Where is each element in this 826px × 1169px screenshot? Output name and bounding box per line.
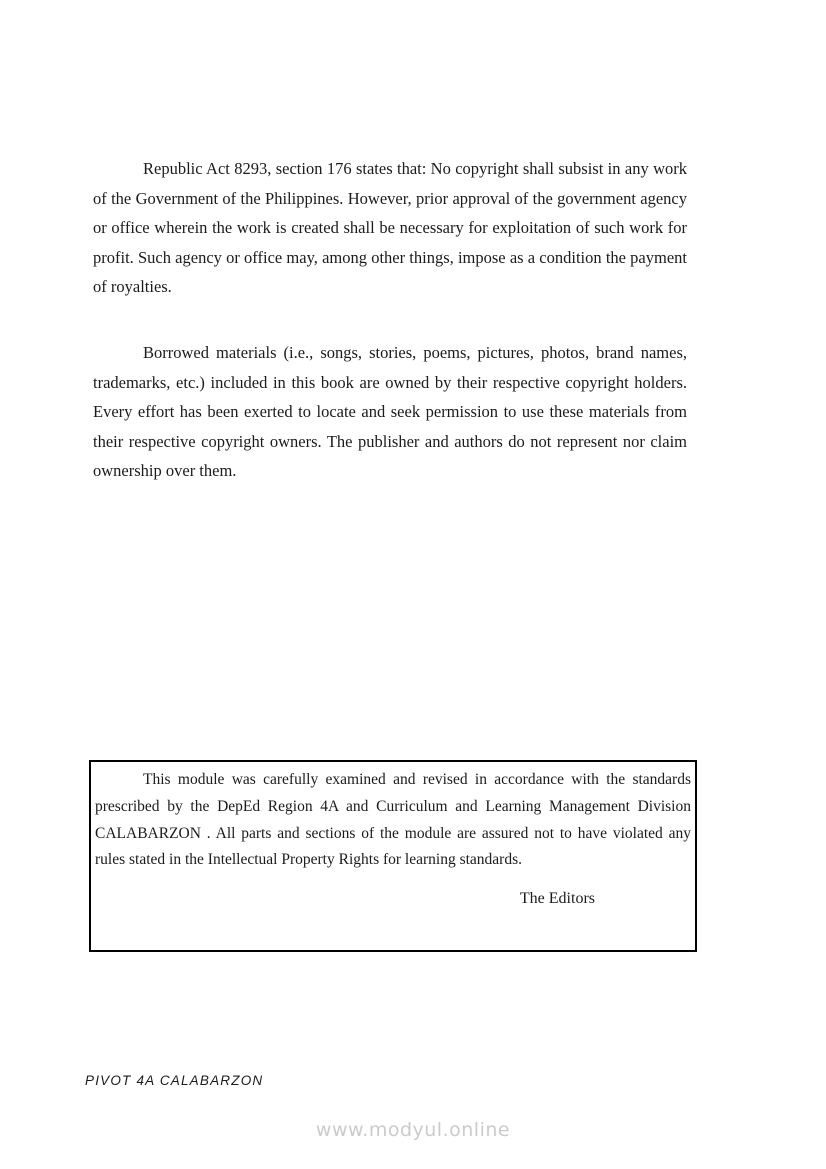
editors-signature: The Editors — [519, 890, 595, 908]
footer-brand-label: PIVOT 4A CALABARZON — [85, 1073, 264, 1088]
notice-box-text: This module was carefully examined and revised in accordance with the standards prescribed by the DepEd Region 4A and Curriculum and Learning Management Division CALABARZON . All parts and sections of the module are assured not to have violated any rules stated in the Intellectual Property Rights for learning standards. — [95, 771, 691, 869]
watermark-text: www.modyul.online — [315, 1119, 511, 1141]
copyright-paragraph-borrowed-materials: Borrowed materials (i.e., songs, stories, poems, pictures, photos, brand names, trademarks, etc.) included in this book are owned by their respective copyright holders. Every effort has been exerted to locate and seek permission to use these materials from their respective copyright owners. The publisher and authors do not represent nor claim ownership over them. — [93, 343, 687, 480]
copyright-paragraph-republic-act: Republic Act 8293, section 176 states that: No copyright shall subsist in any work of the Government of the Philippines. However, prior approval of the government agency or office wherein the work is created shall be necessary for exploitation of such work for profit. Such agency or office may, among other things, impose as a condition the payment of royalties. — [93, 159, 687, 296]
editors-notice-box — [89, 760, 697, 952]
